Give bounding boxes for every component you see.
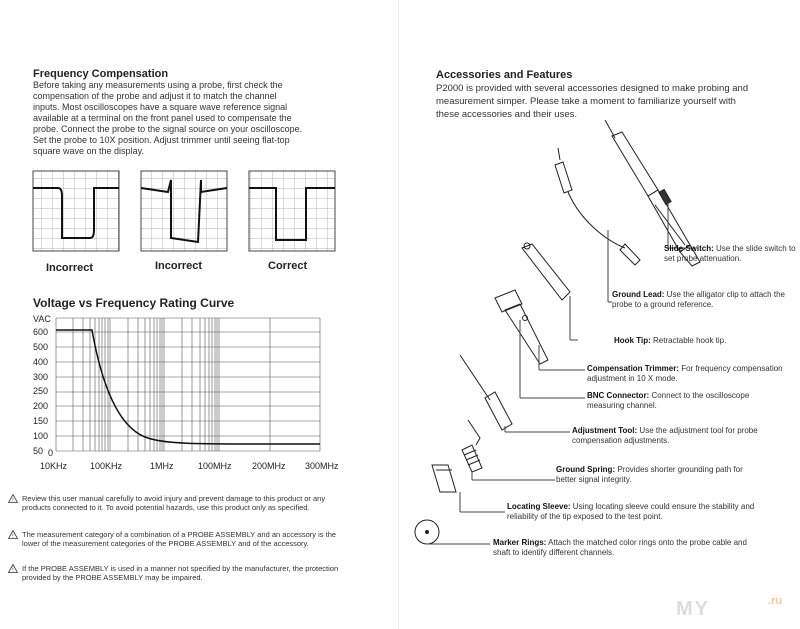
freq-comp-line: compensation of the probe and adjust it to match the channel: [33, 91, 277, 101]
warning-icon: [8, 494, 18, 505]
y-tick: 50: [33, 446, 44, 456]
callout-name: Compensation Trimmer:: [587, 364, 680, 373]
callout-text: Use the alligator clip to attach the probe to a ground reference.: [612, 290, 785, 309]
callout-comp-trimmer: [587, 364, 787, 384]
callout-text: Retractable hook tip.: [650, 336, 727, 345]
callout-bnc: [587, 391, 787, 411]
waveform-label: Correct: [268, 260, 308, 272]
waveform-label: Incorrect: [155, 260, 203, 272]
waveform-correct: [249, 171, 335, 251]
x-tick: 100MHz: [198, 461, 232, 471]
x-tick: 1MHz: [150, 461, 174, 471]
callout-ground-spring: [556, 465, 756, 485]
y-tick: 150: [33, 416, 49, 426]
waveform-undershoot: [141, 171, 227, 251]
freq-comp-text: [33, 80, 373, 157]
callout-text: For frequency compensation adjustment in 10 X mode.: [587, 364, 783, 383]
intro-line: these accessories and their uses.: [436, 109, 577, 120]
callout-name: Ground Spring:: [556, 465, 616, 474]
intro-line: measurement simper. Please take a moment to familiarize yourself with: [436, 96, 736, 107]
ground-spring-icon: [462, 420, 482, 472]
callout-name: Marker Rings:: [493, 538, 547, 547]
callout-name: Locating Sleeve:: [507, 502, 571, 511]
curve-ylabel: VAC: [33, 314, 51, 324]
warning-text: If the PROBE ASSEMBLY is used in a manner not specified by the manufacturer, the protection provided by the PROBE ASSEMBLY may be impaired.: [22, 564, 339, 582]
callout-hook-tip: [614, 336, 794, 346]
callout-locating-sleeve: [507, 502, 769, 522]
callout-marker-rings: [493, 538, 755, 558]
accessories-intro: [436, 82, 786, 121]
freq-comp-line: square wave on the display.: [33, 146, 144, 156]
freq-comp-line: Set the probe to 10X position. Adjust trimmer until seeing flat-top: [33, 135, 290, 145]
waveform-grids: [30, 168, 340, 258]
callout-ground-lead: [612, 290, 792, 310]
warning-item: [12, 494, 352, 512]
warning-text: The measurement category of a combination of a PROBE ASSEMBLY and an accessory is the lower of the measurement categories of the PROBE ASSEMBLY and of the accessory.: [22, 530, 337, 548]
callout-text: Use the slide switch to set probe attenuation.: [664, 244, 796, 263]
x-tick: 300MHz: [305, 461, 339, 471]
warning-icon: [8, 530, 18, 541]
freq-comp-line: inputs. Most oscilloscopes have a square wave reference signal: [33, 102, 288, 112]
svg-text:!: !: [12, 567, 14, 573]
accessories-title: Accessories and Features: [436, 69, 573, 81]
y-tick: 200: [33, 401, 49, 411]
watermark-suffix: .ru: [768, 595, 783, 607]
warning-item: [12, 564, 352, 582]
x-tick: 100KHz: [90, 461, 123, 471]
waveform-overshoot: [33, 171, 119, 251]
callout-text: Connect to the oscilloscope measuring channel.: [587, 391, 750, 410]
callout-name: Hook Tip:: [614, 336, 651, 345]
y-tick: 500: [33, 342, 49, 352]
svg-text:!: !: [12, 497, 14, 503]
x-tick: 200MHz: [252, 461, 286, 471]
callout-text: Using locating sleeve could ensure the stability and reliability of the tip exposed to the test point.: [507, 502, 755, 521]
intro-line: P2000 is provided with several accessories designed to make probing and: [436, 83, 749, 94]
callout-slide-switch: [664, 244, 796, 264]
curve-plot: [50, 315, 330, 460]
y-tick: 300: [33, 372, 49, 382]
freq-comp-line: Before taking any measurements using a probe, first check the: [33, 80, 283, 90]
y-tick: 250: [33, 386, 49, 396]
callout-text: Provides shorter grounding path for better signal integrity.: [556, 465, 743, 484]
marker-ring-icon: [415, 520, 439, 544]
y-tick: 100: [33, 431, 49, 441]
bnc-connector-icon: [495, 290, 548, 364]
freq-comp-line: probe. Connect the probe to the signal source on your oscilloscope.: [33, 124, 303, 134]
hook-tip-icon: [522, 243, 570, 300]
callout-text: Attach the matched color rings onto the probe cable and shaft to identify different channels.: [493, 538, 747, 557]
callout-name: Slide Switch:: [664, 244, 714, 253]
curve-title: Voltage vs Frequency Rating Curve: [33, 296, 235, 310]
locating-sleeve-icon: [432, 465, 456, 492]
watermark: MY: [676, 598, 710, 620]
callout-name: BNC Connector:: [587, 391, 650, 400]
callout-text: Use the adjustment tool for probe compensation adjustments.: [572, 426, 758, 445]
y-tick: 0: [48, 448, 54, 458]
adjustment-tool-icon: [460, 355, 512, 430]
y-tick: 400: [33, 357, 49, 367]
waveform-label: Incorrect: [46, 262, 94, 274]
warning-icon: [8, 564, 18, 575]
callout-name: Adjustment Tool:: [572, 426, 638, 435]
page-fold: [398, 0, 399, 629]
freq-comp-line: available at a terminal on the front panel used to compensate the: [33, 113, 292, 123]
freq-comp-title: Frequency Compensation: [33, 68, 169, 80]
callout-adjust-tool: [572, 426, 782, 446]
svg-text:!: !: [12, 533, 14, 539]
warning-item: [12, 530, 352, 548]
ground-lead-icon: [555, 148, 640, 265]
x-tick: 10KHz: [40, 461, 68, 471]
callout-name: Ground Lead:: [612, 290, 665, 299]
warning-text: Review this user manual carefully to avoid injury and prevent damage to this product or any products connected to it. To avoid potential hazards, use this product only as specified.: [22, 494, 326, 512]
y-tick: 600: [33, 327, 49, 337]
